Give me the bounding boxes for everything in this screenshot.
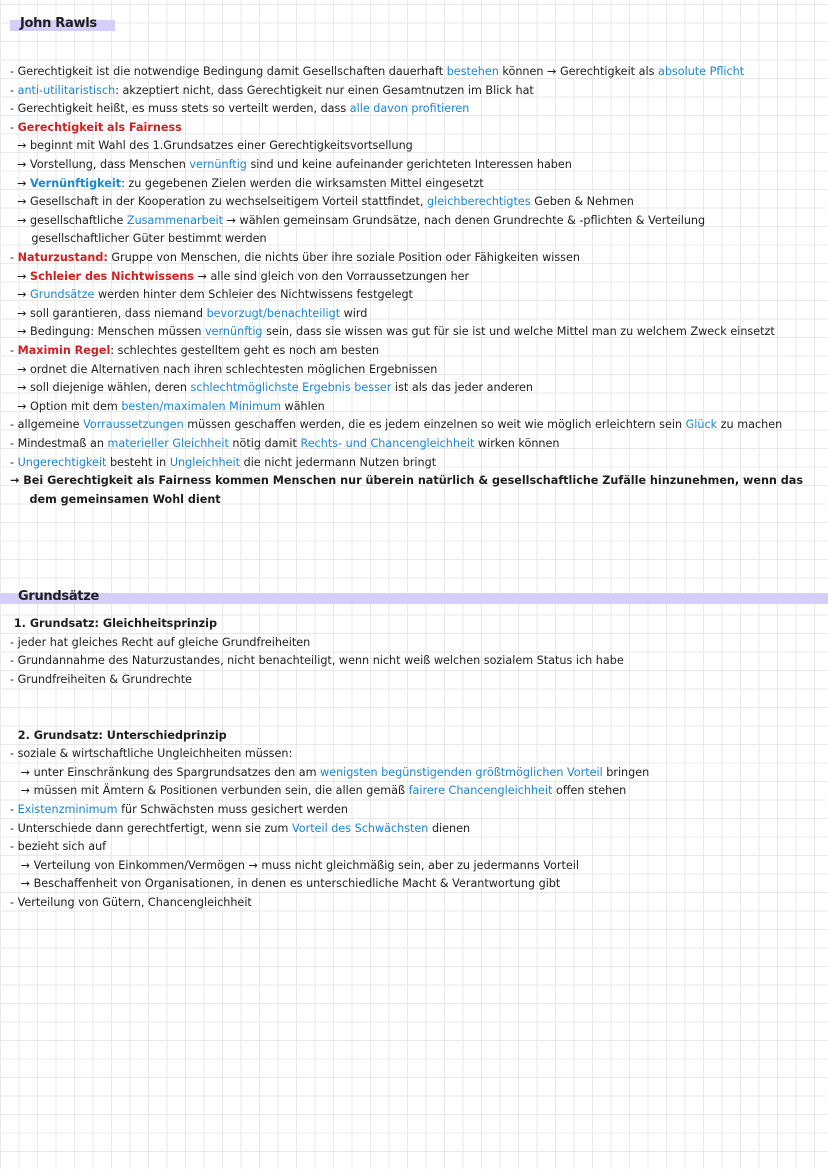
note-line: [10, 491, 221, 510]
note-highlight: bestehen: [446, 65, 499, 78]
note-text: : schlechtes gestelltem geht es noch am besten: [110, 344, 380, 357]
heading-highlight: [0, 593, 828, 604]
note-text: zu machen: [717, 418, 783, 432]
note-highlight: Vernünftigkeit: [30, 176, 122, 190]
note-line: [10, 435, 559, 454]
note-text: -: [10, 803, 18, 816]
note-text: → Gesellschaft in der Kooperation zu wechselseitigem Vorteil stattfindet,: [10, 195, 428, 209]
note-text: : akzeptiert nicht, dass Gerechtigkeit nur einen Gesamtnutzen im Blick hat: [115, 83, 534, 97]
note-text: : zu gegebenen Zielen werden die wirksamsten Mittel eingesetzt: [121, 176, 484, 190]
note-text: bringen: [602, 765, 650, 779]
note-text: - allgemeine: [10, 418, 84, 432]
note-highlight: materieller Gleichheit: [107, 437, 229, 450]
note-text: für Schwächsten muss gesichert werden: [117, 803, 348, 816]
note-highlight: dem gemeinsamen Wohl dient: [10, 492, 221, 506]
note-text: → gesellschaftliche: [10, 213, 127, 227]
note-text: - soziale & wirtschaftliche Ungleichheiten müssen:: [10, 747, 293, 761]
note-text: nötig damit: [228, 437, 301, 450]
note-line: [10, 875, 560, 894]
note-line: [10, 398, 325, 417]
note-highlight: Rechts- und Chancengleichheit: [300, 437, 475, 450]
note-highlight: Zusammenarbeit: [126, 213, 224, 227]
note-line: [10, 634, 310, 653]
note-line: [10, 615, 217, 634]
note-line: [10, 268, 469, 287]
note-line: [10, 212, 705, 231]
note-text: wird: [340, 306, 368, 320]
note-text: → Beschaffenheit von Organisationen, in denen es unterschiedliche Macht & Verantwortung gibt: [10, 877, 561, 891]
note-text: -: [10, 251, 18, 264]
note-text: → müssen mit Ämtern & Positionen verbunden sein, die allen gemäß: [10, 784, 409, 798]
note-highlight: Ungleichheit: [169, 455, 241, 469]
note-text: → Verteilung von Einkommen/Vermögen → muss nicht gleichmäßig sein, aber zu jedermanns Vorteil: [10, 858, 579, 872]
note-highlight: alle davon profitieren: [349, 102, 470, 116]
note-text: sind und keine aufeinander gerichteten Interessen haben: [246, 158, 572, 171]
note-text: wirken können: [474, 437, 560, 450]
note-highlight: absolute Pflicht: [657, 65, 745, 78]
note-line: [10, 857, 579, 876]
note-line: [10, 63, 744, 82]
section-heading: [10, 16, 115, 31]
note-text: → ordnet die Alternativen nach ihren schlechtesten möglichen Ergebnissen: [10, 362, 438, 376]
note-text: die nicht jedermann Nutzen bringt: [240, 455, 437, 469]
note-text: →: [10, 269, 31, 283]
note-text: - Mindestmaß an: [10, 437, 108, 450]
note-text: -: [10, 455, 18, 469]
note-text: →: [10, 288, 31, 302]
note-text: → alle sind gleich von den Vorraussetzungen her: [193, 269, 470, 283]
note-line: [10, 894, 252, 913]
note-text: besteht in: [106, 455, 170, 469]
note-text: → soll diejenige wählen, deren: [10, 381, 191, 395]
note-highlight: wenigsten begünstigenden größtmöglichen Vorteil: [320, 765, 603, 779]
note-highlight: Schleier des Nichtwissens: [30, 269, 194, 283]
note-highlight: 1. Grundsatz: Gleichheitsprinzip: [10, 617, 218, 630]
note-text: - Verteilung von Gütern, Chancengleichheit: [10, 896, 252, 909]
section-grundsaetze: [0, 589, 828, 909]
note-line: [10, 323, 775, 342]
note-highlight: Naturzustand:: [17, 251, 108, 264]
note-highlight: vernünftig: [205, 325, 263, 339]
note-line: [10, 342, 379, 361]
note-line: [10, 416, 782, 435]
note-line: [10, 652, 624, 671]
note-text: gesellschaftlicher Güter bestimmt werden: [10, 232, 267, 246]
note-line: [10, 379, 533, 398]
note-line: [10, 100, 469, 119]
note-highlight: Glück: [685, 418, 718, 432]
heading-title: Grundsätze: [18, 589, 100, 604]
note-text: → unter Einschränkung des Spargrundsatzes den am: [10, 765, 321, 779]
note-text: - Grundannahme des Naturzustandes, nicht benachteiligt, wenn nicht weiß welchen sozialem Status ich habe: [10, 654, 624, 668]
note-text: Gruppe von Menschen, die nichts über ihre soziale Position oder Fähigkeiten wissen: [107, 251, 580, 264]
note-line: [10, 193, 634, 212]
note-highlight: bevorzugt/benachteiligt: [206, 306, 341, 320]
note-line: [10, 286, 413, 305]
note-text: → beginnt mit Wahl des 1.Grundsatzes einer Gerechtigkeitsvortsellung: [10, 139, 413, 153]
note-text: werden hinter dem Schleier des Nichtwissens festgelegt: [94, 288, 413, 302]
note-line: [10, 249, 580, 268]
note-line: [10, 727, 227, 746]
note-text: -: [10, 344, 18, 357]
note-line: [10, 745, 292, 764]
note-text: dienen: [428, 821, 471, 835]
note-line: [10, 119, 182, 138]
note-text: → Option mit dem: [10, 399, 122, 413]
note-highlight: Grundsätze: [30, 288, 95, 302]
section-heading: [0, 589, 828, 604]
note-highlight: vernünftig: [189, 158, 247, 171]
note-highlight: Ungerechtigkeit: [17, 455, 107, 469]
note-highlight: Gerechtigkeit als Fairness: [17, 120, 182, 134]
note-highlight: Vorteil des Schwächsten: [291, 821, 429, 835]
note-line: [10, 137, 413, 156]
note-line: [10, 671, 192, 690]
note-line: [10, 820, 470, 839]
note-text: - Grundfreiheiten & Grundrechte: [10, 672, 193, 686]
note-highlight: gleichberechtigtes: [427, 195, 531, 209]
note-highlight: fairere Chancengleichheit: [408, 784, 553, 798]
note-text: sein, dass sie wissen was gut für sie ist und welche Mittel man zu welchem Zweck einsetzt: [262, 325, 775, 339]
note-highlight: Vorraussetzungen: [83, 418, 184, 432]
note-line: [10, 472, 803, 491]
note-text: - jeder hat gleiches Recht auf gleiche Grundfreiheiten: [10, 635, 311, 649]
note-line: [10, 361, 437, 380]
note-text: offen stehen: [552, 784, 627, 798]
note-highlight: Maximin Regel: [17, 344, 111, 357]
note-line: [10, 175, 484, 194]
note-text: wählen: [281, 399, 325, 413]
note-text: müssen geschaffen werden, die es jedem einzelnen so weit wie möglich erleichtern sein: [183, 418, 686, 432]
section-john-rawls: [0, 16, 828, 506]
note-text: - bezieht sich auf: [10, 840, 107, 854]
note-text: →: [10, 176, 31, 190]
note-line: [10, 764, 649, 783]
heading-title: John Rawls: [20, 16, 97, 31]
note-text: -: [10, 120, 18, 134]
note-line: [10, 230, 267, 249]
note-text: - Gerechtigkeit heißt, es muss stets so verteilt werden, dass: [10, 102, 350, 116]
note-text: ist als das jeder anderen: [391, 381, 533, 395]
note-text: - Unterschiede dann gerechtfertigt, wenn sie zum: [10, 821, 292, 835]
note-highlight: schlechtmöglichste Ergebnis besser: [190, 381, 392, 395]
note-highlight: 2. Grundsatz: Unterschiedprinzip: [10, 728, 227, 742]
note-text: können → Gerechtigkeit als: [498, 65, 658, 78]
note-highlight: besten/maximalen Minimum: [121, 399, 281, 413]
note-text: → Bedingung: Menschen müssen: [10, 325, 206, 339]
note-text: → wählen gemeinsam Grundsätze, nach denen Grundrechte & -pflichten & Verteilung: [223, 213, 706, 227]
note-text: → Vorstellung, dass Menschen: [10, 158, 190, 171]
note-highlight: Existenzminimum: [17, 803, 118, 816]
note-text: Geben & Nehmen: [530, 195, 634, 209]
note-line: [10, 305, 367, 324]
note-line: [10, 838, 106, 857]
note-text: -: [10, 83, 18, 97]
note-text: - Gerechtigkeit ist die notwendige Bedingung damit Gesellschaften dauerhaft: [10, 65, 447, 78]
note-line: [10, 801, 348, 820]
note-line: [10, 454, 436, 473]
note-line: [10, 782, 626, 801]
note-highlight: → Bei Gerechtigkeit als Fairness kommen Menschen nur überein natürlich & gesellschaftliche Zufälle hinzunehmen, wenn das: [10, 474, 804, 488]
note-highlight: anti-utilitaristisch: [17, 83, 116, 97]
note-line: [10, 82, 534, 101]
note-line: [10, 156, 572, 175]
note-text: → soll garantieren, dass niemand: [10, 306, 207, 320]
